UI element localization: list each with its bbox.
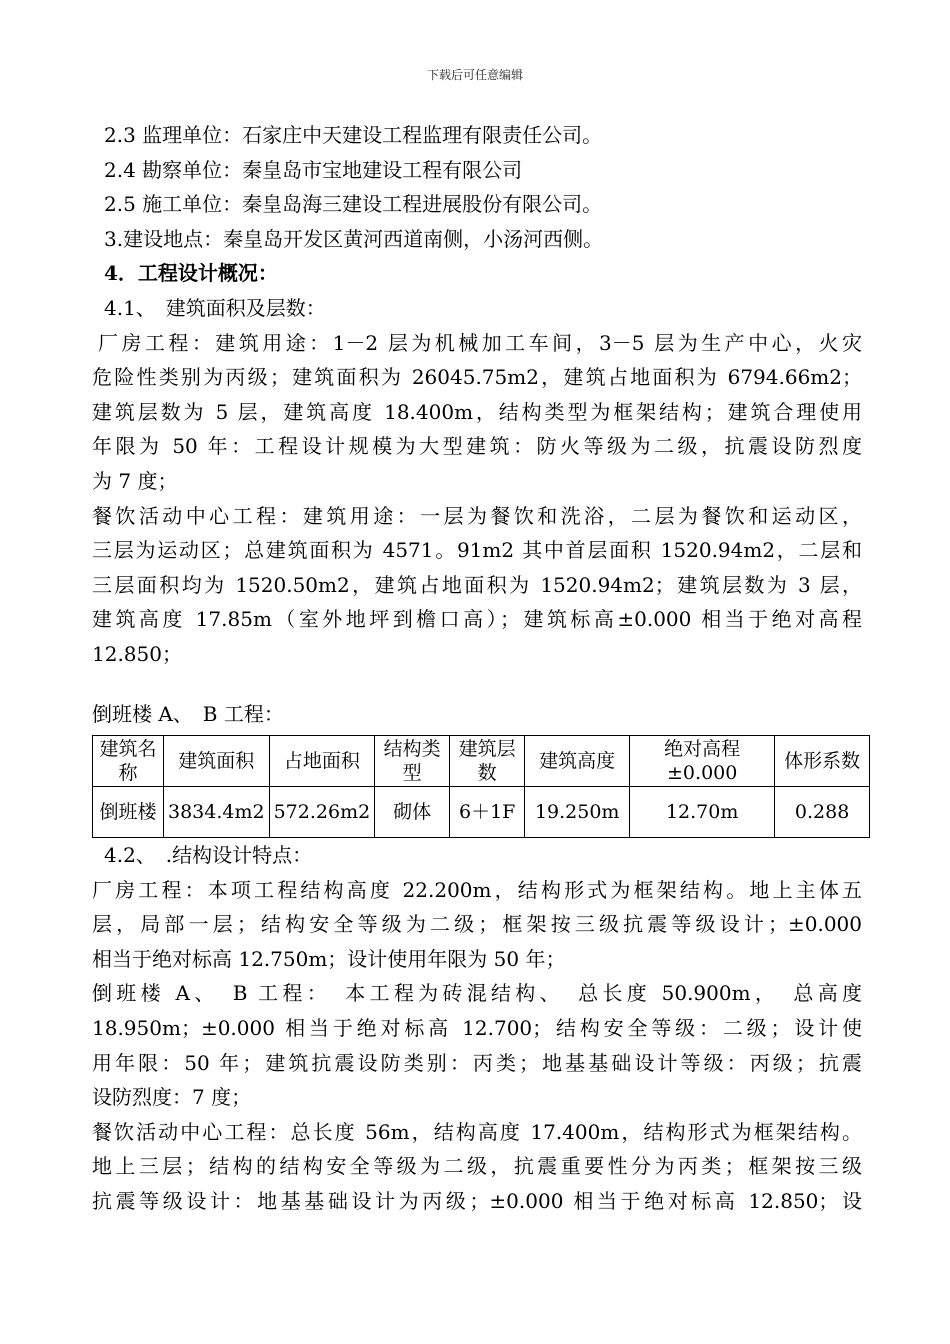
dining-structure-line: 抗震等级设计：地基基础设计为丙级；±0.000 相当于绝对标高 12.850；设: [92, 1189, 862, 1214]
table-header-cell: 结构类型: [375, 736, 450, 787]
table-cell: 倒班楼: [93, 787, 164, 838]
table-cell: 3834.4m2: [164, 787, 270, 838]
table-header-row: [93, 736, 870, 787]
paragraph-survey: 2.4 勘察单位：秦皇岛市宝地建设工程有限公司: [104, 157, 523, 182]
dining-line: 12.850；: [92, 641, 182, 666]
table-cell: 12.70m: [630, 787, 775, 838]
factory-line: 危险性类别为丙级；建筑面积为 26045.75m2，建筑占地面积为 6794.66m2；: [92, 365, 862, 390]
document-body: [92, 118, 862, 1219]
blank-line: [92, 672, 862, 697]
table-header-cell: 建筑层数: [450, 736, 525, 787]
table-cell: 19.250m: [525, 787, 630, 838]
factory-line: 建筑层数为 5 层，建筑高度 18.400m，结构类型为框架结构；建筑合理使用: [92, 399, 862, 424]
factory-structure-line: 相当于绝对标高 12.750m；设计使用年限为 50 年；: [92, 946, 566, 971]
factory-line: 为 7 度；: [92, 468, 178, 493]
dining-line: 三层面积均为 1520.50m2，建筑占地面积为 1520.94m2；建筑层数为 3 层，: [92, 572, 862, 597]
dormitory-structure-line: 用年限：50 年；建筑抗震设防类别：丙类；地基基础设计等级：丙级；抗震: [92, 1050, 862, 1075]
dining-structure-line: 餐饮活动中心工程：总长度 56m，结构高度 17.400m，结构形式为框架结构。: [92, 1119, 862, 1144]
dormitory-table: [92, 735, 870, 838]
factory-line: 年限为 50 年：工程设计规模为大型建筑：防火等级为二级，抗震设防烈度: [92, 434, 862, 459]
table-cell: 6＋1F: [450, 787, 525, 838]
page-watermark: 下载后可任意编辑: [426, 68, 523, 82]
dormitory-structure-line: 设防烈度：7 度；: [92, 1085, 252, 1110]
dormitory-heading: 倒班楼 A、 B 工程：: [92, 701, 284, 726]
dormitory-structure-line: 倒班楼 A、 B 工程： 本工程为砖混结构、 总长度 50.900m， 总高度: [92, 981, 862, 1006]
table-header-cell: 绝对高程±0.000: [630, 736, 775, 787]
dining-structure-line: 地上三层；结构的结构安全等级为二级，抗震重要性分为丙类；框架按三级: [92, 1154, 862, 1179]
paragraph-contractor: 2.5 施工单位：秦皇岛海三建设工程进展股份有限公司。: [104, 192, 603, 217]
table-header-cell: 体形系数: [775, 736, 870, 787]
table-row: [93, 787, 870, 838]
subsection-heading-area: 4.1、 建筑面积及层数：: [104, 295, 326, 320]
dormitory-structure-line: 18.950m；±0.000 相当于绝对标高 12.700；结构安全等级：二级；设计使: [92, 1016, 862, 1041]
dining-line: 三层为运动区；总建筑面积为 4571。91m2 其中首层面积 1520.94m2，二层和: [92, 538, 862, 563]
table-header-cell: 占地面积: [269, 736, 375, 787]
dining-line: 餐饮活动中心工程：建筑用途：一层为餐饮和洗浴，二层为餐饮和运动区，: [92, 503, 862, 528]
table-header-cell: 建筑面积: [164, 736, 270, 787]
table-header-cell: 建筑高度: [525, 736, 630, 787]
subsection-heading-structure: 4.2、 .结构设计特点：: [104, 843, 313, 868]
table-cell: 0.288: [775, 787, 870, 838]
factory-line: 厂房工程：建筑用途：1－2 层为机械加工车间，3－5 层为生产中心，火灾: [98, 330, 862, 355]
table-cell: 572.26m2: [269, 787, 375, 838]
dining-line: 建筑高度 17.85m（室外地坪到檐口高）；建筑标高±0.000 相当于绝对高程: [92, 607, 862, 632]
table-header-cell: 建筑名称: [93, 736, 164, 787]
paragraph-location: 3.建设地点：秦皇岛开发区黄河西道南侧，小汤河西侧。: [104, 226, 604, 251]
factory-structure-line: 层，局部一层；结构安全等级为二级；框架按三级抗震等级设计；±0.000: [92, 912, 862, 937]
section-heading-design: 4．工程设计概况：: [104, 261, 278, 286]
factory-structure-line: 厂房工程：本项工程结构高度 22.200m，结构形式为框架结构。地上主体五: [92, 877, 862, 902]
table-cell: 砌体: [375, 787, 450, 838]
paragraph-supervisor: 2.3 监理单位：石家庄中天建设工程监理有限责任公司。: [104, 123, 603, 147]
